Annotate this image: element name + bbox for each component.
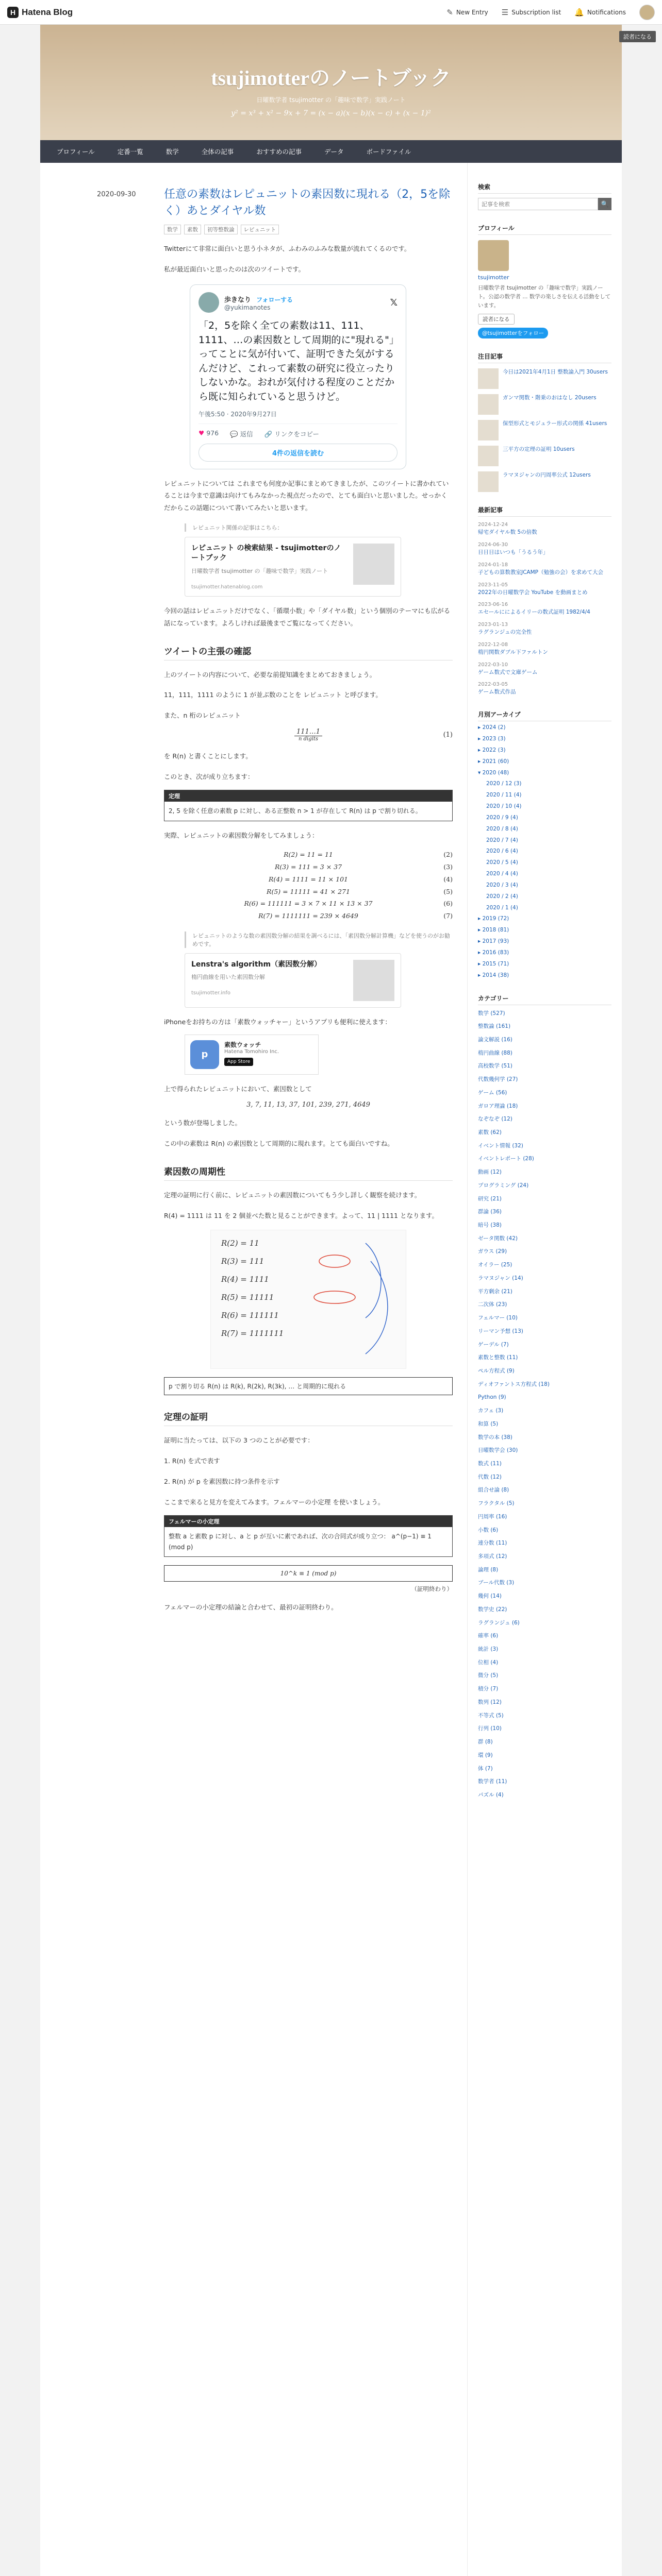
paragraph: 私が最近面白いと思ったのは次のツイートです。 xyxy=(164,265,305,273)
equation-number: (4) xyxy=(443,875,453,883)
section-heading: 素因数の周期性 xyxy=(164,1164,453,1181)
svg-text:R(2) = 11: R(2) = 11 xyxy=(221,1239,259,1248)
recent-title[interactable]: 楕円関数ダブル下ファルトン xyxy=(478,649,548,655)
subscription-label: Subscription list xyxy=(511,8,561,16)
tweet-avatar[interactable] xyxy=(198,292,219,313)
archive-year[interactable]: ▸ 2023 (3) xyxy=(478,735,506,742)
hatena-logo-icon: H xyxy=(7,7,19,18)
archive-label[interactable]: 2018 (81) xyxy=(482,927,509,934)
category-link[interactable]: 整数論 (161) xyxy=(478,1023,511,1030)
eq-lhs: R(3) xyxy=(274,863,289,871)
recent-item[interactable] xyxy=(478,641,611,657)
embedded-tweet[interactable] xyxy=(190,284,406,469)
eq-lhs: R(7) xyxy=(258,912,273,920)
category-link[interactable]: 統計 (3) xyxy=(478,1646,499,1653)
app-store-badge[interactable]: App Store xyxy=(224,1058,253,1066)
tweet-like-count: 976 xyxy=(206,429,219,437)
category-link[interactable]: 数学 (527) xyxy=(478,1010,505,1016)
paragraph: 上で得られたレピュニットにおいて、素因数として xyxy=(164,1084,312,1093)
paragraph: 定理の証明に行く前に、レピュニットの素因数についてもう少し詳しく観察を続けます。 xyxy=(164,1191,421,1199)
category-link[interactable]: 不等式 (5) xyxy=(478,1712,504,1719)
category-link[interactable]: 日曜数学会 (30) xyxy=(478,1447,518,1454)
recent-item[interactable] xyxy=(478,561,611,577)
eq-rhs: = 11111 = 41 × 271 xyxy=(283,887,350,895)
tweet-reply-label: 返信 xyxy=(240,430,253,438)
sidebar-heading-category: カテゴリー xyxy=(478,994,611,1005)
category-link[interactable]: カフェ (3) xyxy=(478,1408,504,1414)
recent-item[interactable] xyxy=(478,661,611,677)
category-link[interactable]: ディオファントス方程式 (18) xyxy=(478,1381,550,1387)
blog-card-title[interactable]: Lenstra's algorithm（素因数分解） xyxy=(191,960,322,969)
category-link[interactable]: 行列 (10) xyxy=(478,1725,502,1732)
search-icon: 🔍 xyxy=(601,200,609,208)
blog-description: 日曜数学者 tsujimotter の「趣味で数学」実践ノート xyxy=(256,96,406,104)
archive-label[interactable]: 2019 (72) xyxy=(482,916,509,922)
category-tag[interactable]: レピュニット xyxy=(241,225,279,234)
main-column xyxy=(40,163,467,2576)
eq-lhs: R(5) xyxy=(267,887,281,895)
recent-item[interactable] xyxy=(478,581,611,597)
blog-card-thumbnail xyxy=(353,544,394,585)
archive-month[interactable]: 2020 / 6 (4) xyxy=(486,848,518,855)
archive-year[interactable]: ▸ 2015 (71) xyxy=(478,960,509,967)
search-button[interactable] xyxy=(598,198,611,210)
app-icon: p xyxy=(190,1040,219,1069)
theorem-box xyxy=(164,1515,453,1557)
blog-card-desc: 楕円曲線を用いた素因数分解 xyxy=(191,974,265,981)
follow-button[interactable]: 読者になる xyxy=(478,314,515,325)
result-box: 10^k ≡ 1 (mod p) xyxy=(164,1565,453,1582)
archive-year[interactable]: ▾ 2020 (48) xyxy=(478,769,509,776)
category-link[interactable]: 高校数学 (51) xyxy=(478,1063,512,1070)
result-box: p で割り切る R(n) は R(k), R(2k), R(3k), … と周期的に現れる xyxy=(164,1377,453,1395)
category-link[interactable]: 環 (9) xyxy=(478,1752,493,1758)
category-tag[interactable]: 素数 xyxy=(184,225,201,234)
equation xyxy=(164,728,453,742)
nav-item[interactable]: 全体の記事 xyxy=(201,148,234,156)
paragraph: 11，111，1111 のように 1 が並ぶ数のことを レピュニット と呼びます。 xyxy=(164,691,382,699)
category-link[interactable]: 論理 (8) xyxy=(478,1566,499,1573)
svg-text:R(5) = 11111: R(5) = 11111 xyxy=(221,1293,274,1302)
popular-thumbnail xyxy=(478,446,499,466)
recent-date: 2023-01-13 xyxy=(478,622,508,628)
blog-header xyxy=(40,25,652,140)
quote-label: レピュニットのような数の素因数分解の結果を調べるには、「素因数分解計算機」などを使うのがお勧めです。 xyxy=(185,931,453,948)
archive-label[interactable]: 2017 (93) xyxy=(482,938,509,945)
popular-thumbnail xyxy=(478,420,499,440)
archive-year[interactable]: ▸ 2017 (93) xyxy=(478,938,509,945)
category-link[interactable]: ラマヌジャン (14) xyxy=(478,1275,523,1281)
category-link[interactable]: ガウス (29) xyxy=(478,1248,507,1255)
category-link[interactable]: 体 (7) xyxy=(478,1765,493,1772)
category-link[interactable]: イベント情報 (32) xyxy=(478,1142,523,1149)
paragraph: ここまで来ると見方を変えてみます。フェルマーの小定理 を使いましょう。 xyxy=(164,1498,385,1506)
new-entry-button[interactable] xyxy=(446,8,488,17)
blog-card[interactable] xyxy=(185,537,401,597)
category-link[interactable]: 幾何 (14) xyxy=(478,1593,502,1600)
tweet-copy-link-button[interactable] xyxy=(264,429,319,438)
recent-item[interactable] xyxy=(478,681,611,697)
theorem-box xyxy=(164,790,453,821)
eq-rhs: = 111 = 3 × 37 xyxy=(291,863,342,871)
blog-formula: y² = x³ + x² − 9x + 7 = (x − a)(x − b)(x − c) + (x − 1)² xyxy=(231,109,431,117)
popular-thumbnail xyxy=(478,394,499,415)
x-logo-icon[interactable]: 𝕏 xyxy=(390,297,398,308)
eq-rhs: = 1111 = 11 × 101 xyxy=(285,875,348,883)
category-link[interactable]: 群論 (36) xyxy=(478,1209,502,1215)
entry-title[interactable]: 任意の素数はレピュニットの素因数に現れる（2，5を除く）あとダイヤル数 xyxy=(164,188,451,217)
nav-item[interactable]: データ xyxy=(324,148,344,156)
archive-month[interactable]: 2020 / 11 (4) xyxy=(486,792,522,799)
blog-nav xyxy=(40,140,622,163)
category-link[interactable]: イベントレポート (28) xyxy=(478,1156,534,1162)
app-publisher: Hatena Tomohiro Inc. xyxy=(224,1048,279,1055)
twitter-follow-button[interactable]: @tsujimotterをフォロー xyxy=(478,328,548,338)
category-link[interactable]: 数式 (11) xyxy=(478,1460,502,1467)
theorem-body: 整数 a と素数 p に対し、a と p が互いに素であれば、次の合同式が成り立つ： a^(p−1) ≡ 1 (mod p) xyxy=(169,1533,432,1551)
paragraph: という数が登場しました。 xyxy=(164,1119,242,1127)
entry xyxy=(164,187,453,1614)
equation-number: (6) xyxy=(443,900,453,908)
category-link[interactable]: 研究 (21) xyxy=(478,1195,502,1202)
factorization-row xyxy=(164,861,453,873)
equation-number: (3) xyxy=(443,863,453,871)
recent-date: 2024-06-30 xyxy=(478,542,508,548)
popular-item[interactable] xyxy=(478,394,611,415)
category-link[interactable]: フェルマー (10) xyxy=(478,1315,518,1321)
recent-item[interactable] xyxy=(478,541,611,557)
recent-title[interactable]: 日日日はいつも「うるう年」 xyxy=(478,549,549,556)
archive-label[interactable]: 2014 (38) xyxy=(482,972,509,978)
profile-description: 日曜数学者 tsujimotter の「趣味で数学」実践ノート。公認の数学者 ... 数学の楽しさを伝える活動をしています。 xyxy=(478,285,611,309)
archive-year[interactable]: ▸ 2014 (38) xyxy=(478,972,509,978)
archive-month[interactable]: 2020 / 10 (4) xyxy=(486,803,522,810)
blog-card-url: tsujimotter.hatenablog.com xyxy=(191,584,263,590)
sidebar-heading-search: 検索 xyxy=(478,182,611,194)
tweet-more-replies[interactable]: 4件の返信を読む xyxy=(198,444,398,462)
subscription-button[interactable] xyxy=(502,8,561,17)
recent-date: 2022-03-05 xyxy=(478,682,508,688)
quote-label: レピュニット関係の記事はこちら： xyxy=(185,523,453,532)
link-icon: 🔗 xyxy=(264,430,273,438)
paragraph: を R(n) と書くことにします。 xyxy=(164,752,252,760)
reply-icon: 💬 xyxy=(230,430,238,438)
category-link[interactable]: 小数 (6) xyxy=(478,1527,499,1533)
category-link[interactable]: ゲーム (56) xyxy=(478,1089,507,1096)
equation-number: (5) xyxy=(443,887,453,895)
archive-month[interactable]: 2020 / 5 (4) xyxy=(486,859,518,866)
archive-month[interactable]: 2020 / 4 (4) xyxy=(486,871,518,877)
archive-label[interactable]: 2016 (83) xyxy=(482,950,509,956)
blog-card-thumbnail xyxy=(353,960,394,1001)
category-link[interactable]: 暗号 (38) xyxy=(478,1222,502,1229)
popular-item[interactable] xyxy=(478,420,611,440)
factorization-row xyxy=(164,873,453,886)
category-tag[interactable]: 初等整数論 xyxy=(204,225,238,234)
theorem-body: 2, 5 を除く任意の素数 p に対し、ある正整数 n > 1 が存在して R(n) は p で割り切れる。 xyxy=(169,807,422,815)
recent-title[interactable]: 2022年の日曜数学会 YouTube を動画まとめ xyxy=(478,589,588,596)
recent-date: 2022-12-08 xyxy=(478,641,508,648)
paragraph: フェルマーの小定理の結論と合わせて、最初の証明終わり。 xyxy=(164,1603,338,1612)
category-link[interactable]: 群 (8) xyxy=(478,1739,493,1745)
recent-title[interactable]: ラグランジュの完全性 xyxy=(478,629,532,636)
category-list xyxy=(478,1007,611,1802)
recent-date: 2023-11-05 xyxy=(478,582,508,588)
eq-rhs: = 11 = 11 xyxy=(300,851,333,859)
category-link[interactable]: 動画 (12) xyxy=(478,1169,502,1176)
profile-name[interactable]: tsujimotter xyxy=(478,274,509,281)
theorem-heading: フェルマーの小定理 xyxy=(164,1516,452,1527)
category-link[interactable]: 数列 (12) xyxy=(478,1699,502,1705)
app-name[interactable]: 素数ウォッチ xyxy=(224,1041,261,1048)
blog-card-url: tsujimotter.info xyxy=(191,990,231,996)
sidebar-heading-archive: 月別アーカイブ xyxy=(478,710,611,721)
archive-month[interactable]: 2020 / 8 (4) xyxy=(486,825,518,832)
popular-item[interactable] xyxy=(478,471,611,492)
section-heading: 定理の証明 xyxy=(164,1410,453,1426)
handwritten-figure-svg xyxy=(211,1230,407,1369)
sidebar-heading-popular: 注目記事 xyxy=(478,352,611,363)
archive-month[interactable]: 2020 / 7 (4) xyxy=(486,837,518,843)
blog-title[interactable]: tsujimotterのノートブック xyxy=(211,66,451,90)
prime-list: 3, 7, 11, 13, 37, 101, 239, 271, 4649 xyxy=(246,1101,370,1109)
svg-text:R(6) = 111111: R(6) = 111111 xyxy=(221,1311,279,1320)
recent-title[interactable]: ゲーム数式作品 xyxy=(478,689,516,696)
archive-label[interactable]: 2020 (48) xyxy=(482,769,509,776)
category-link[interactable]: なぞなぞ (12) xyxy=(478,1116,512,1123)
popular-title[interactable]: ラマヌジャンの円周率公式 12users xyxy=(503,472,591,479)
archive-month[interactable]: 2020 / 12 (3) xyxy=(486,781,522,787)
category-link[interactable]: 楕円曲線 (88) xyxy=(478,1049,512,1056)
tweet-time[interactable]: 午後5:50 · 2020年9月27日 xyxy=(198,410,277,418)
popular-title[interactable]: 保型形式とモジュラー形式の関係 41users xyxy=(503,420,607,427)
read-button[interactable]: 読者になる xyxy=(619,31,656,42)
popular-item[interactable] xyxy=(478,368,611,389)
recent-date: 2022-03-10 xyxy=(478,662,508,668)
popular-title[interactable]: ガンマ関数・階乗のおはなし 20users xyxy=(503,395,597,401)
category-link[interactable]: 微分 (5) xyxy=(478,1672,499,1679)
archive-label[interactable]: 2023 (3) xyxy=(482,735,506,742)
archive-year[interactable]: ▸ 2022 (3) xyxy=(478,747,506,753)
paragraph: 上のツイートの内容について、必要な前提知識をまとめておきましょう。 xyxy=(164,670,376,679)
category-link[interactable]: 和算 (5) xyxy=(478,1420,499,1427)
bell-icon: 🔔 xyxy=(574,7,584,17)
popular-title[interactable]: 今日は2021年4月1日 整数論入門 30users xyxy=(503,369,608,376)
category-link[interactable]: 二次体 (23) xyxy=(478,1301,507,1308)
sidebar-heading-profile: プロフィール xyxy=(478,224,611,235)
factorization-row xyxy=(164,849,453,861)
archive-year[interactable]: ▸ 2021 (60) xyxy=(478,758,509,765)
category-link[interactable]: 数学者 (11) xyxy=(478,1778,507,1785)
theorem-heading: 定理 xyxy=(164,790,452,802)
global-bar xyxy=(0,0,662,25)
archive-label[interactable]: 2015 (71) xyxy=(482,960,509,967)
category-link[interactable]: 積分 (7) xyxy=(478,1686,499,1692)
category-link[interactable]: ガロア理論 (18) xyxy=(478,1103,518,1109)
paragraph: 今回の話はレピュニットだけでなく、「循環小数」や「ダイヤル数」という個別のテーマにも広がる話になっています。よろしければ最後までご覧になってください。 xyxy=(164,607,451,627)
category-link[interactable]: 代数幾何学 (27) xyxy=(478,1076,518,1083)
category-link[interactable]: 代数 (12) xyxy=(478,1473,502,1480)
category-link[interactable]: 連分数 (11) xyxy=(478,1540,507,1547)
paragraph: 2. R(n) が p を素因数に持つ条件を示す xyxy=(164,1477,280,1485)
sidebar-heading-recent: 最新記事 xyxy=(478,505,611,517)
equation-numerator: 111…1 xyxy=(294,728,322,736)
factorization-row xyxy=(164,910,453,922)
category-link[interactable]: 素数 (62) xyxy=(478,1129,502,1136)
sidebar-search xyxy=(478,198,611,210)
category-link[interactable]: ラグランジュ (6) xyxy=(478,1619,520,1626)
recent-date: 2024-12-24 xyxy=(478,522,508,528)
popular-title[interactable]: 三平方の定理の証明 10users xyxy=(503,446,575,453)
entry-date[interactable]: 2020-09-30 xyxy=(97,191,136,198)
archive-year[interactable]: ▸ 2016 (83) xyxy=(478,950,509,956)
archive-year[interactable]: ▸ 2019 (72) xyxy=(478,916,509,922)
svg-text:R(4) = 1111: R(4) = 1111 xyxy=(221,1275,269,1284)
archive-month[interactable]: 2020 / 9 (4) xyxy=(486,814,518,821)
popular-item[interactable] xyxy=(478,446,611,466)
category-link[interactable]: パズル (4) xyxy=(478,1791,504,1798)
eq-lhs: R(6) xyxy=(244,900,258,908)
recent-date: 2024-01-18 xyxy=(478,562,508,568)
category-link[interactable]: ペル方程式 (9) xyxy=(478,1367,515,1374)
blog-card-title[interactable]: レピュニット の検索結果 - tsujimotterのノートブック xyxy=(191,544,341,563)
archive-label[interactable]: 2021 (60) xyxy=(482,758,509,765)
archive-year[interactable]: ▸ 2024 (2) xyxy=(478,724,506,731)
eq-rhs: = 1111111 = 239 × 4649 xyxy=(274,912,358,920)
new-entry-label: New Entry xyxy=(456,8,488,16)
paragraph: Twitterにて非常に面白いと思う小ネタが、ふわみのふみな数量が流れてくるのです。 xyxy=(164,244,411,252)
user-avatar[interactable] xyxy=(639,5,655,20)
section-heading: ツイートの主張の確認 xyxy=(164,644,453,660)
nav-item[interactable]: プロフィール xyxy=(57,148,95,156)
hatena-logo[interactable] xyxy=(7,7,73,18)
svg-text:R(3) = 111: R(3) = 111 xyxy=(221,1257,264,1266)
eq-rhs: = 111111 = 3 × 7 × 11 × 13 × 37 xyxy=(260,900,373,908)
notifications-label: Notifications xyxy=(587,8,626,16)
factorization-row xyxy=(164,897,453,910)
recent-title[interactable]: 帰宅ダイヤル数 5の倍数 xyxy=(478,529,537,536)
eq-lhs: R(4) xyxy=(269,875,283,883)
search-input[interactable] xyxy=(478,198,598,210)
archive-month[interactable]: 2020 / 3 (4) xyxy=(486,882,518,888)
recent-date: 2023-06-16 xyxy=(478,602,508,608)
category-link[interactable]: 多項式 (12) xyxy=(478,1553,507,1560)
tweet-header xyxy=(198,292,398,313)
tweet-handle: @yukimanotes xyxy=(224,303,271,311)
category-link[interactable]: オイラー (25) xyxy=(478,1262,512,1268)
category-link[interactable]: ゼータ関数 (42) xyxy=(478,1235,518,1242)
proof-end: （証明終わり） xyxy=(411,1585,453,1593)
factorization-row xyxy=(164,886,453,898)
popular-thumbnail xyxy=(478,471,499,492)
heart-icon: ♥ xyxy=(198,429,205,437)
category-link[interactable]: 論文解説 (16) xyxy=(478,1036,512,1043)
tweet-copy-label: リンクをコピー xyxy=(274,430,319,438)
recent-item[interactable] xyxy=(478,621,611,637)
category-link[interactable]: 確率 (6) xyxy=(478,1633,499,1639)
profile-avatar[interactable] xyxy=(478,240,509,271)
category-link[interactable]: リーマン予想 (13) xyxy=(478,1328,523,1334)
category-link[interactable]: 平方剰余 (21) xyxy=(478,1288,512,1295)
tweet-reply-button[interactable] xyxy=(230,429,253,438)
archive-month[interactable]: 2020 / 1 (4) xyxy=(486,904,518,911)
category-link[interactable]: 数学史 (22) xyxy=(478,1606,507,1613)
eq-lhs: R(2) xyxy=(284,851,298,859)
list-icon: ☰ xyxy=(501,7,509,17)
tweet-body: 「2，5を除く全ての素数は11、111、1111、…の素因数として周期的に"現れる"」ってことに気が付いて、証明できた気がするんだけど、これって素数の研究に役立ったりしないかな。おれが気付ける程度のことだから既に知られていると思うけど。 xyxy=(198,320,395,403)
equation-number: (1) xyxy=(443,731,453,739)
recent-item[interactable] xyxy=(478,601,611,617)
category-link[interactable]: フラクタル (5) xyxy=(478,1500,515,1507)
sidebar xyxy=(467,163,622,2576)
paragraph: レピュニットについては これまでも何度か記事にまとめてきましたが、このツイートに書かれていることは今まで意識は向けてもみなかった視点だったので、とても面白いと思いました。せっかくだからこの話題について書いてみたいと思います。 xyxy=(164,479,449,512)
tweet-follow-link[interactable]: フォローする xyxy=(256,296,293,303)
nav-item[interactable]: ボードファイル xyxy=(366,148,411,156)
paragraph: このとき、次が成り立ちます： xyxy=(164,772,254,781)
category-link[interactable]: Python (9) xyxy=(478,1394,506,1401)
nav-item[interactable]: 定番一覧 xyxy=(117,148,143,156)
blog-card-desc: 日曜数学者 tsujimotter の「趣味で数学」実践ノート xyxy=(191,568,328,574)
blog-card[interactable] xyxy=(185,953,401,1008)
category-link[interactable]: プログラミング (24) xyxy=(478,1182,529,1189)
equation-number: (2) xyxy=(443,851,453,859)
paragraph: この中の素数は R(n) の素因数として周期的に現れます。とても面白いですね。 xyxy=(164,1140,394,1148)
recent-title[interactable]: エセールにによるイリーの数式証明 1982/4/4 xyxy=(478,609,590,616)
category-link[interactable]: 組合せ論 (8) xyxy=(478,1487,509,1494)
factorization-table xyxy=(164,849,453,922)
handwritten-figure xyxy=(210,1230,406,1369)
archive-label[interactable]: 2022 (3) xyxy=(482,747,506,753)
tweet-author-name[interactable]: 歩きなり xyxy=(224,296,252,304)
category-link[interactable]: ブール代数 (3) xyxy=(478,1580,515,1586)
paragraph: 証明に当たっては、以下の 3 つのことが必要です： xyxy=(164,1436,314,1445)
logo-text: Hatena Blog xyxy=(22,7,73,17)
equation-denominator: n digits xyxy=(299,736,318,742)
equation-number: (7) xyxy=(443,912,453,920)
recent-title[interactable]: 子どもの算数教室JCAMP（勉強の会）を求めて大会 xyxy=(478,569,604,575)
recent-title[interactable]: ゲーム数式で文庫ゲーム xyxy=(478,669,538,675)
category-link[interactable]: ゲーデル (7) xyxy=(478,1341,509,1348)
nav-item[interactable]: 数学 xyxy=(166,148,179,156)
archive-month[interactable]: 2020 / 2 (4) xyxy=(486,893,518,900)
category-link[interactable]: 円周率 (16) xyxy=(478,1513,507,1520)
notifications-button[interactable] xyxy=(574,8,626,17)
svg-text:R(7) = 1111111: R(7) = 1111111 xyxy=(221,1329,284,1338)
paragraph: 実際、レピュニットの素因数分解をしてみましょう： xyxy=(164,831,319,839)
pencil-icon: ✎ xyxy=(446,7,453,17)
tweet-actions xyxy=(198,423,398,438)
paragraph: iPhoneをお持ちの方は「素数ウォッチャー」というアプリも便利に使えます： xyxy=(164,1018,391,1026)
category-link[interactable]: 数学の本 (38) xyxy=(478,1434,512,1440)
category-link[interactable]: 位相 (4) xyxy=(478,1659,499,1666)
tweet-like-button[interactable] xyxy=(198,429,219,438)
popular-thumbnail xyxy=(478,368,499,389)
archive-year[interactable]: ▸ 2018 (81) xyxy=(478,927,509,934)
archive-label[interactable]: 2024 (2) xyxy=(482,724,506,731)
paragraph: R(4) = 1111 は 11 を 2 個並べた数と見ることができます。よって、11 | 1111 となります。 xyxy=(164,1211,438,1219)
recent-item[interactable] xyxy=(478,521,611,537)
category-tag[interactable]: 数学 xyxy=(164,225,181,234)
category-link[interactable]: 素数と整数 (11) xyxy=(478,1354,518,1361)
nav-item[interactable]: おすすめの記事 xyxy=(256,148,302,156)
paragraph: また、n 桁のレピュニット xyxy=(164,711,241,719)
entry-categories xyxy=(164,225,453,234)
paragraph: 1. R(n) を式で表す xyxy=(164,1457,220,1465)
app-card[interactable] xyxy=(185,1035,319,1075)
